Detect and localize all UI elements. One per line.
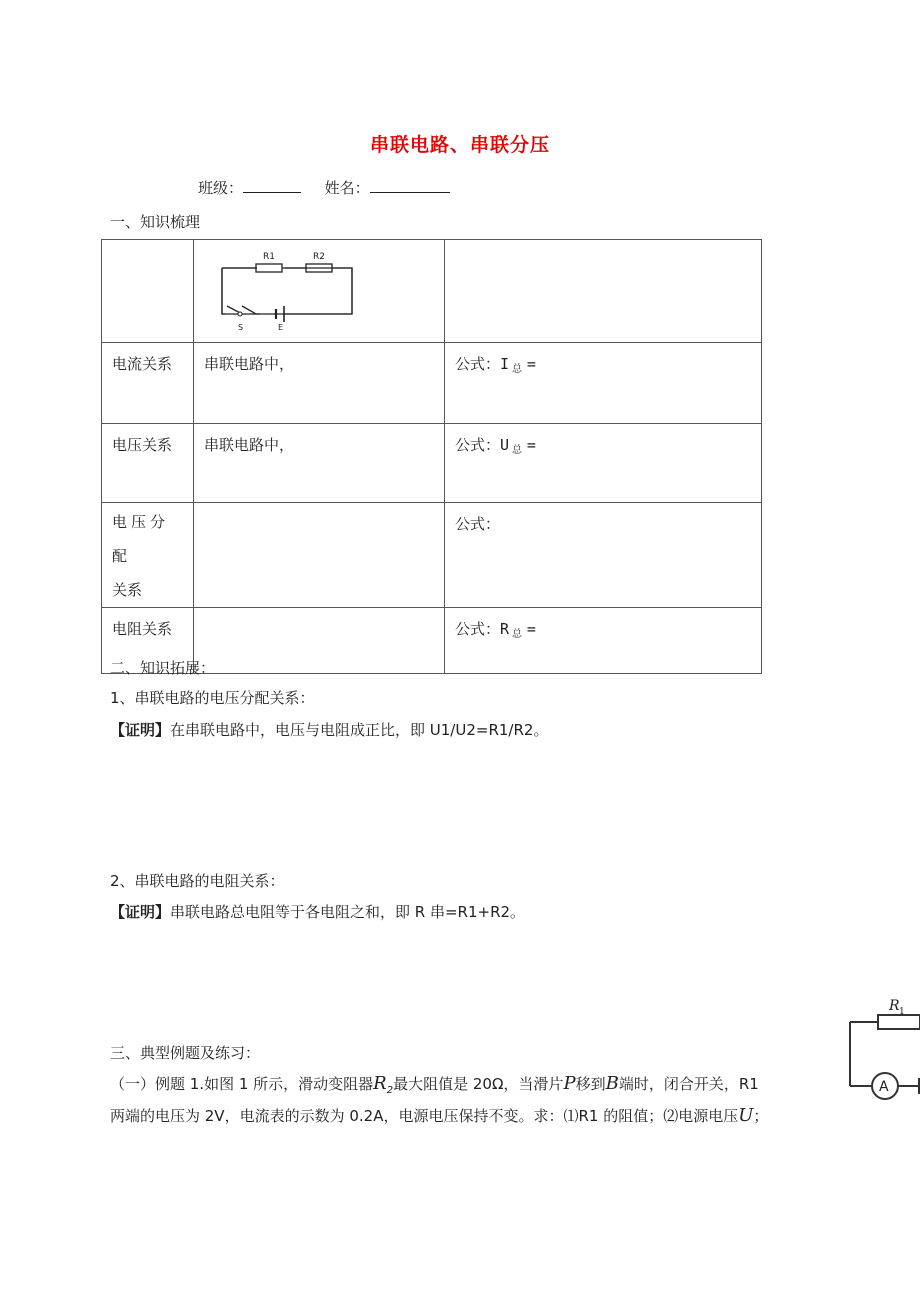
class-blank[interactable] bbox=[243, 178, 301, 193]
item-1-title: 1、串联电路的电压分配关系： bbox=[110, 689, 315, 707]
table-header-formula bbox=[445, 240, 762, 343]
r2-label: R2 bbox=[313, 252, 325, 262]
section-1-heading: 一、知识梳理 bbox=[110, 213, 201, 231]
item-2-proof: 【证明】串联电路总电阻等于各电阻之和，即 R 串=R1+R2。 bbox=[110, 903, 526, 921]
table-row bbox=[102, 503, 762, 608]
battery-label: E bbox=[278, 323, 284, 332]
figure-1-circuit bbox=[842, 990, 920, 1110]
figure-r1-resistor bbox=[878, 1015, 920, 1029]
row-label-current: 电流关系 bbox=[102, 343, 194, 424]
series-circuit-diagram bbox=[194, 240, 444, 338]
row-content-voltage[interactable]: 串联电路中， bbox=[194, 424, 445, 503]
row-label-resistance: 电阻关系 bbox=[102, 608, 194, 674]
row-content-voltage-division[interactable] bbox=[194, 503, 445, 608]
name-blank[interactable] bbox=[370, 178, 450, 193]
table-row bbox=[102, 424, 762, 503]
knowledge-table bbox=[101, 239, 762, 674]
figure-r-label: R bbox=[889, 998, 900, 1014]
figure-r-sub: 1 bbox=[899, 1007, 905, 1017]
row-formula-current[interactable]: 公式：I $_总$ = bbox=[445, 343, 762, 424]
row-label-voltage: 电压关系 bbox=[102, 424, 194, 503]
example-1-line-2: 两端的电压为 2V，电流表的示数为 0.2A，电源电压保持不变。求：⑴R1 的阻值；⑵电源电压U； bbox=[110, 1105, 769, 1126]
item-1-proof: 【证明】在串联电路中，电压与电阻成正比，即 U1/U2=R1/R2。 bbox=[110, 721, 549, 739]
item-2-title: 2、串联电路的电阻关系： bbox=[110, 872, 285, 890]
section-2-heading: 二、知识拓展： bbox=[110, 659, 216, 677]
row-formula-voltage-division[interactable]: 公式： bbox=[445, 503, 762, 608]
class-label: 班级： bbox=[198, 179, 244, 197]
name-label: 姓名： bbox=[324, 179, 370, 197]
table-header-empty bbox=[102, 240, 194, 343]
row-content-current[interactable]: 串联电路中， bbox=[194, 343, 445, 424]
section-3-heading: 三、典型例题及练习： bbox=[110, 1044, 261, 1062]
switch-label: S bbox=[238, 323, 244, 332]
row-formula-voltage[interactable]: 公式：U $_总$ = bbox=[445, 424, 762, 503]
row-label-voltage-division: 电压分配 关系 bbox=[102, 503, 194, 608]
row-formula-resistance[interactable]: 公式：R $_总$ = bbox=[445, 608, 762, 674]
row-content-resistance[interactable] bbox=[194, 608, 445, 674]
page-title: 串联电路、串联分压 bbox=[369, 134, 550, 156]
table-row bbox=[102, 343, 762, 424]
circuit-diagram-cell bbox=[194, 240, 445, 343]
r1-resistor bbox=[256, 264, 282, 272]
r1-label: R1 bbox=[263, 252, 275, 262]
example-1-line-1: （一）例题 1.如图 1 所示，滑动变阻器$R_2$最大阻值是 20Ω，当滑片P移到B端时，闭合开关，R1 bbox=[110, 1073, 759, 1096]
ammeter-label: A bbox=[879, 1079, 889, 1095]
student-info-line bbox=[198, 178, 450, 198]
